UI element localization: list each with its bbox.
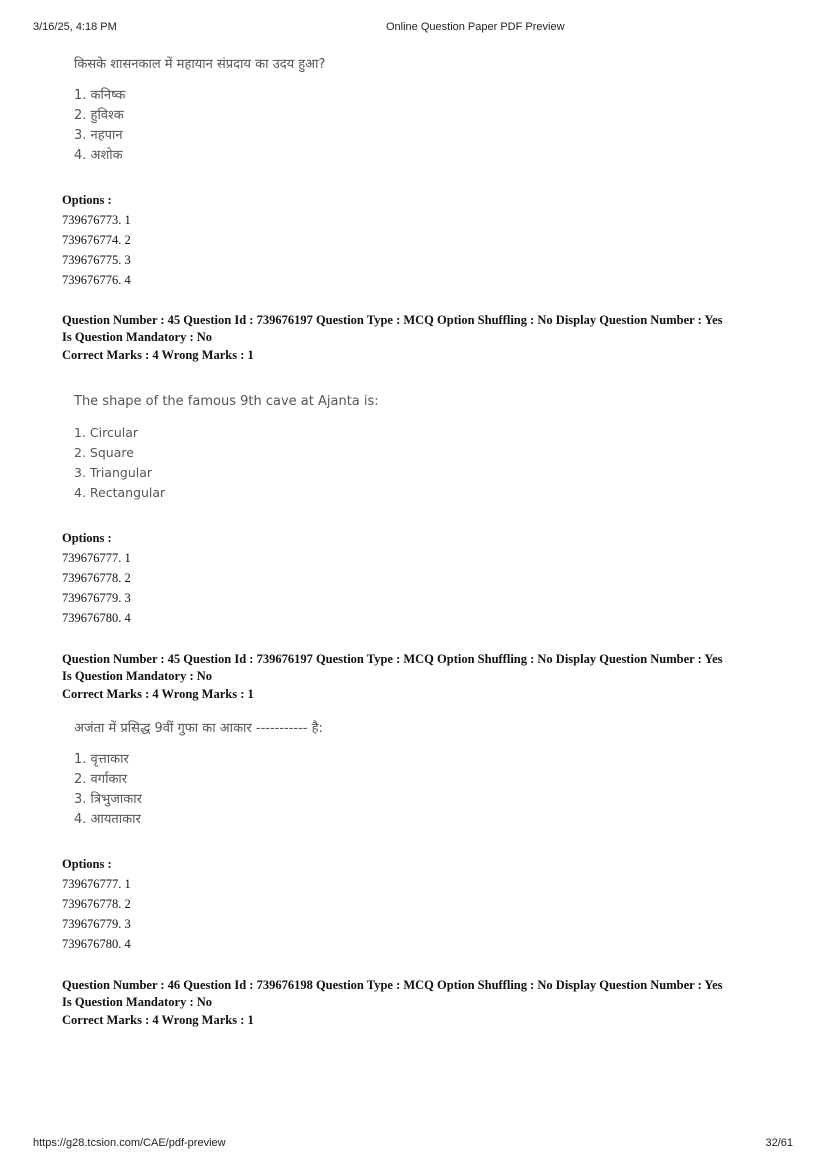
option-id-row: 739676774. 2 [62,233,131,247]
question-text: किसके शासनकाल में महायान संप्रदाय का उदय हुआ? [74,57,326,72]
option-id-row: 739676779. 3 [62,917,131,931]
question-meta-line: Question Number : 45 Question Id : 739676197 Question Type : MCQ Option Shuffling : No Display Question Number : Yes [62,313,723,327]
question-meta-2 [62,651,782,703]
question-option: 2. Square [74,445,134,460]
question-option: 2. वर्गाकार [74,772,128,787]
options-label: Options : [62,531,112,545]
question-mandatory: Is Question Mandatory : No [62,330,213,344]
question-image-3 [74,718,323,830]
question-option: 1. Circular [74,425,139,440]
option-id-row: 739676778. 2 [62,571,131,585]
options-block-3 [62,854,131,954]
options-label: Options : [62,857,112,871]
question-text: अजंता में प्रसिद्ध 9वीं गुफा का आकार ----------- है: [74,721,323,736]
question-mandatory: Is Question Mandatory : No [62,995,213,1009]
options-label: Options : [62,193,112,207]
option-id-row: 739676775. 3 [62,253,131,267]
question-meta-1 [62,312,782,364]
option-id-row: 739676777. 1 [62,551,131,565]
option-id-row: 739676779. 3 [62,591,131,605]
page-url: https://g28.tcsion.com/CAE/pdf-preview [33,1137,226,1149]
option-id-row: 739676777. 1 [62,877,131,891]
option-id-row: 739676780. 4 [62,937,131,951]
question-option: 4. आयताकार [74,812,141,827]
question-option: 4. Rectangular [74,485,166,500]
option-id-row: 739676778. 2 [62,897,131,911]
question-option: 3. त्रिभुजाकार [74,792,142,807]
question-marks: Correct Marks : 4 Wrong Marks : 1 [62,348,254,362]
question-meta-3 [62,977,782,1029]
page-number: 32/61 [765,1137,793,1149]
question-marks: Correct Marks : 4 Wrong Marks : 1 [62,687,254,701]
option-id-row: 739676773. 1 [62,213,131,227]
question-text: The shape of the famous 9th cave at Ajanta is: [74,394,379,409]
question-meta-line: Question Number : 45 Question Id : 739676197 Question Type : MCQ Option Shuffling : No Display Question Number : Yes [62,652,723,666]
question-mandatory: Is Question Mandatory : No [62,669,213,683]
print-datetime: 3/16/25, 4:18 PM [33,21,117,33]
question-option: 3. Triangular [74,465,153,480]
question-option: 4. अशोक [74,148,123,163]
question-option: 3. नहपान [74,128,123,143]
question-option: 1. कनिष्क [74,88,126,103]
question-marks: Correct Marks : 4 Wrong Marks : 1 [62,1013,254,1027]
option-id-row: 739676776. 4 [62,273,131,287]
question-image-2 [74,394,379,503]
page-title: Online Question Paper PDF Preview [386,21,565,33]
question-meta-line: Question Number : 46 Question Id : 739676198 Question Type : MCQ Option Shuffling : No Display Question Number : Yes [62,978,723,992]
question-image-1 [74,54,325,166]
question-option: 2. हुविश्क [74,108,124,123]
option-id-row: 739676780. 4 [62,611,131,625]
options-block-1 [62,190,131,290]
options-block-2 [62,528,131,628]
question-option: 1. वृत्ताकार [74,752,129,767]
